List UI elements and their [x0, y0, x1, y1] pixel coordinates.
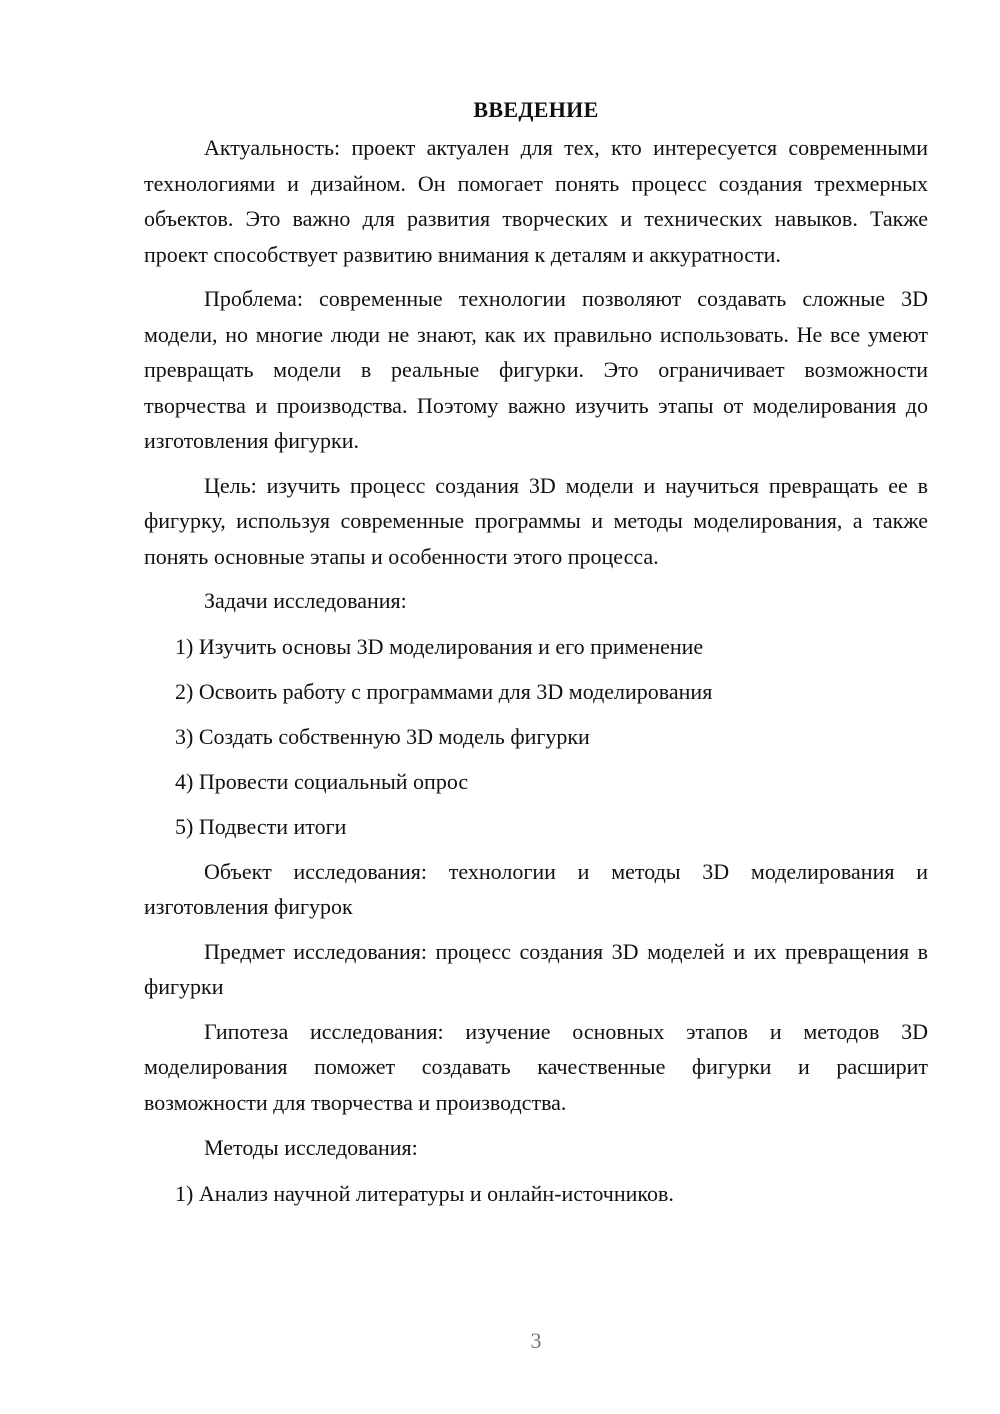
page-number: 3 — [530, 1328, 542, 1353]
list-item: 1) Изучить основы 3D моделирования и его применение — [175, 633, 704, 659]
list-item: 1) Анализ научной литературы и онлайн-источников. — [175, 1180, 674, 1206]
methods-heading: Методы исследования: — [204, 1135, 418, 1160]
paragraph-hypothesis: Гипотеза исследования: изучение основных этапов и методов 3D моделирования поможет создавать качественные фигурки и расширит возможности для творчества и производства. — [144, 1018, 928, 1115]
list-item: 3) Создать собственную 3D модель фигурки — [175, 723, 590, 749]
list-item: 5) Подвести итоги — [175, 813, 347, 839]
paragraph-problem: Проблема: современные технологии позволяют создавать сложные 3D модели, но многие люди не знают, как их правильно использовать. Не все умеют превращать модели в реальные фигурки. Это ограничивает возможности творчества и производства. Поэтому важно изучить этапы от моделирования до изготовления фигурки. — [144, 286, 928, 453]
tasks-list — [144, 629, 928, 845]
paragraph-subject: Предмет исследования: процесс создания 3D моделей и их превращения в фигурки — [144, 938, 928, 999]
paragraph-object: Объект исследования: технологии и методы 3D моделирования и изготовления фигурок — [144, 858, 928, 919]
methods-list — [144, 1176, 928, 1212]
paragraph-goal: Цель: изучить процесс создания 3D модели и научиться превращать ее в фигурку, используя современные программы и методы моделирования, а также понять основные этапы и особенности этого процесса. — [144, 472, 928, 569]
page-content — [144, 92, 928, 1221]
page-title: ВВЕДЕНИЕ — [473, 97, 599, 122]
tasks-heading: Задачи исследования: — [204, 588, 407, 613]
list-item: 2) Освоить работу с программами для 3D моделирования — [175, 678, 713, 704]
list-item: 4) Провести социальный опрос — [175, 768, 469, 794]
paragraph-relevance: Актуальность: проект актуален для тех, кто интересуется современными технологиями и дизайном. Он помогает понять процесс создания трехмерных объектов. Это важно для развития творческих и технических навыков. Также проект способствует развитию внимания к деталям и аккуратности. — [144, 135, 928, 267]
